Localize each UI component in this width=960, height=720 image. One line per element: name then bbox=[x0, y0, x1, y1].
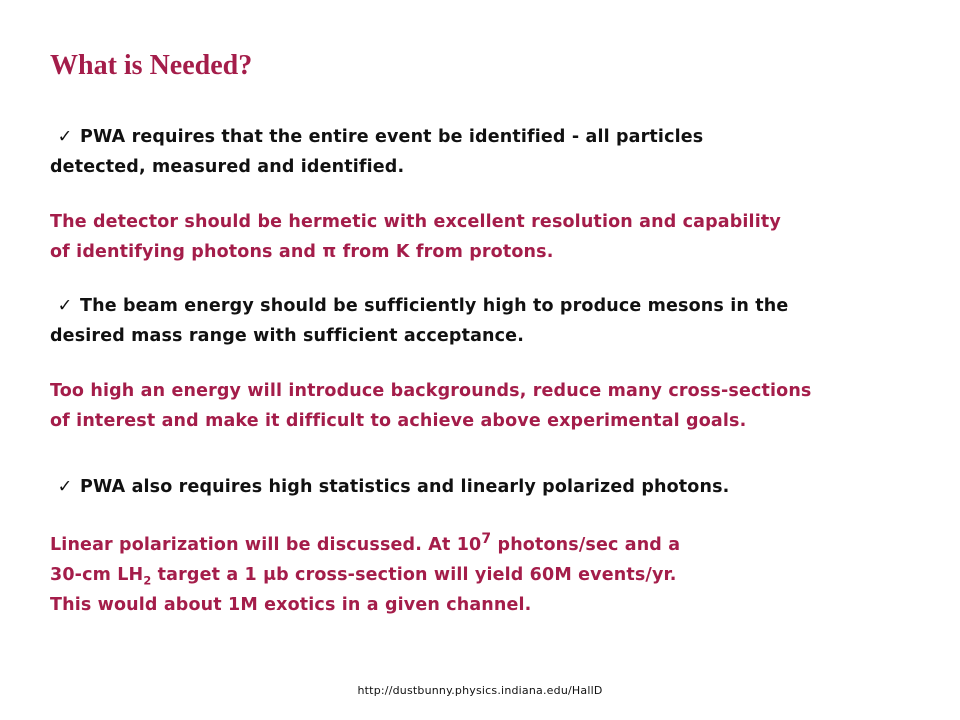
requirement-beam-energy bbox=[50, 291, 950, 351]
requirement-statistics-polarization bbox=[50, 472, 950, 502]
page-title: What is Needed? bbox=[50, 50, 253, 81]
p2-line1: The detector should be hermetic with excellent resolution and capability bbox=[50, 212, 781, 232]
requirement-event-identification bbox=[50, 122, 950, 182]
p6-line3: This would about 1M exotics in a given channel. bbox=[50, 595, 532, 615]
p3-line2: desired mass range with sufficient acceptance. bbox=[50, 326, 524, 346]
p1-line2: detected, measured and identified. bbox=[50, 157, 405, 177]
checkmark-icon: ✓ bbox=[57, 477, 73, 497]
polarization-estimate bbox=[50, 530, 950, 620]
p6-line1-b: photons/sec and a bbox=[491, 535, 681, 555]
p6-exponent: 7 bbox=[481, 531, 492, 548]
p6-line1-a: Linear polarization will be discussed. At 10 bbox=[50, 535, 482, 555]
checkmark-icon: ✓ bbox=[57, 127, 73, 147]
p1-line1: PWA requires that the entire event be identified - all particles bbox=[80, 127, 704, 147]
p3-line1: The beam energy should be sufficiently high to produce mesons in the bbox=[80, 296, 789, 316]
footer-url: http://dustbunny.physics.indiana.edu/HallD bbox=[357, 684, 603, 697]
p6-line2-a: 30-cm LH bbox=[50, 565, 144, 585]
p5-line1: PWA also requires high statistics and linearly polarized photons. bbox=[80, 477, 730, 497]
checkmark-icon: ✓ bbox=[57, 296, 73, 316]
energy-caveat bbox=[50, 376, 950, 436]
detector-requirement bbox=[50, 207, 950, 267]
p4-line1: Too high an energy will introduce backgrounds, reduce many cross-sections bbox=[50, 381, 812, 401]
p4-line2: of interest and make it difficult to achieve above experimental goals. bbox=[50, 411, 747, 431]
p6-subscript: 2 bbox=[143, 573, 152, 588]
p2-line2: of identifying photons and π from K from protons. bbox=[50, 242, 554, 262]
p6-line2-b: target a 1 μb cross-section will yield 60M events/yr. bbox=[151, 565, 677, 585]
